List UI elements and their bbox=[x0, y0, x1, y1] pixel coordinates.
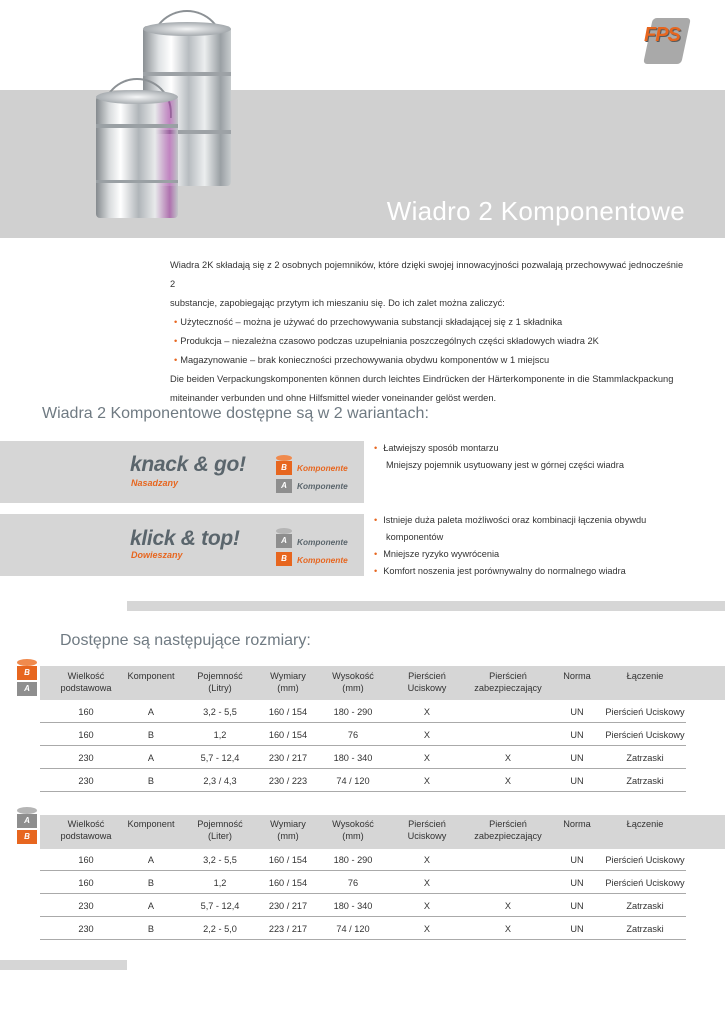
feature-item: komponentów bbox=[386, 532, 444, 542]
table-cell: UN bbox=[570, 776, 584, 786]
table-cell: B bbox=[147, 730, 155, 740]
page-title: Wiadro 2 Komponentowe bbox=[386, 196, 685, 226]
table-cell: Zatrzaski bbox=[626, 753, 664, 763]
table-cell: 76 bbox=[347, 878, 359, 888]
component-label-bottom-klick: Komponente bbox=[297, 555, 348, 565]
row-divider bbox=[40, 893, 686, 894]
intro-bullet-2: • Produkcja – niezależna czasowo podczas uzupełniania poszczególnych części składowych wiadra 2K bbox=[174, 336, 599, 346]
table-cell: X bbox=[423, 730, 431, 740]
feature-item: • Łatwiejszy sposób montarzu bbox=[374, 443, 499, 453]
table-cell: X bbox=[504, 924, 512, 934]
table-cell: 160 / 154 bbox=[268, 707, 308, 717]
table-cell: 160 / 154 bbox=[268, 730, 308, 740]
table-cell: 230 / 223 bbox=[268, 776, 308, 786]
table-header-cell: Komponent bbox=[127, 819, 175, 829]
table-cell: A bbox=[147, 855, 155, 865]
table-cell: X bbox=[423, 901, 431, 911]
table-cell: UN bbox=[570, 855, 584, 865]
table-header-cell: Pojemność (Litry) bbox=[197, 671, 243, 693]
table-cell: B bbox=[147, 776, 155, 786]
table-header-cell: Norma bbox=[563, 819, 591, 829]
table-cell: 230 bbox=[78, 776, 94, 786]
table-cell: UN bbox=[570, 707, 584, 717]
intro-text bbox=[170, 256, 690, 408]
table-cell: 180 - 340 bbox=[333, 753, 373, 763]
table-cell: Pierścień Uciskowy bbox=[605, 878, 685, 888]
row-divider bbox=[40, 870, 686, 871]
fps-logo bbox=[642, 14, 688, 64]
variant-sub-knack: Nasadzany bbox=[131, 478, 179, 488]
table-header-cell: Pierścień zabezpieczający bbox=[474, 819, 542, 841]
row-divider bbox=[40, 722, 686, 723]
table-header-cell: Pojemność (Liter) bbox=[197, 819, 243, 841]
row-divider bbox=[40, 768, 686, 769]
row-divider bbox=[40, 939, 686, 940]
table-header-cell: Pierścień Uciskowy bbox=[407, 819, 447, 841]
variants-heading: Wiadra 2 Komponentowe dostępne są w 2 wariantach: bbox=[42, 405, 429, 422]
table-cell: X bbox=[423, 878, 431, 888]
table-cell: 160 / 154 bbox=[268, 855, 308, 865]
component-can-klick: A B bbox=[276, 528, 292, 566]
table-header-cell: Wielkość podstawowa bbox=[60, 819, 112, 841]
table1-can-icon: B A bbox=[17, 659, 37, 696]
intro-line-4: miteinander verbunden und ohne Hilfsmittel wieder voneinander gelöst werden. bbox=[170, 393, 497, 403]
table-cell: 160 bbox=[78, 855, 94, 865]
table-cell: B bbox=[147, 924, 155, 934]
table-cell: X bbox=[504, 753, 512, 763]
component-can-knack: B A bbox=[276, 455, 292, 493]
table-cell: 3,2 - 5,5 bbox=[203, 855, 237, 865]
row-divider bbox=[40, 791, 686, 792]
table-cell: 223 / 217 bbox=[268, 924, 308, 934]
table-cell: X bbox=[423, 924, 431, 934]
table-cell: 5,7 - 12,4 bbox=[200, 901, 240, 911]
table-cell: 230 / 217 bbox=[268, 901, 308, 911]
table-cell: X bbox=[423, 776, 431, 786]
table-header-cell: Wielkość podstawowa bbox=[60, 671, 112, 693]
bucket-large-lid bbox=[143, 22, 231, 36]
component-label-bottom-knack: Komponente bbox=[297, 481, 348, 491]
table-cell: 76 bbox=[347, 730, 359, 740]
table-cell: X bbox=[504, 776, 512, 786]
table-header-cell: Łączenie bbox=[626, 819, 664, 829]
table-cell: 180 - 340 bbox=[333, 901, 373, 911]
table-cell: 3,2 - 5,5 bbox=[203, 707, 237, 717]
table-cell: UN bbox=[570, 901, 584, 911]
table-cell: UN bbox=[570, 753, 584, 763]
table-cell: A bbox=[147, 753, 155, 763]
table-cell: 180 - 290 bbox=[333, 855, 373, 865]
table-cell: Zatrzaski bbox=[626, 901, 664, 911]
table-cell: Pierścień Uciskowy bbox=[605, 707, 685, 717]
table-cell: 180 - 290 bbox=[333, 707, 373, 717]
table-header-cell: Łączenie bbox=[626, 671, 664, 681]
row-divider bbox=[40, 745, 686, 746]
footer-divider bbox=[0, 960, 127, 970]
table-cell: UN bbox=[570, 730, 584, 740]
feature-item: • Mniejsze ryzyko wywrócenia bbox=[374, 549, 500, 559]
table-cell: 1,2 bbox=[213, 730, 227, 740]
features-knack bbox=[374, 440, 674, 474]
table-header-cell: Pierścień Uciskowy bbox=[407, 671, 447, 693]
table-cell: 1,2 bbox=[213, 878, 227, 888]
feature-item: Mniejszy pojemnik usytuowany jest w górnej części wiadra bbox=[386, 460, 624, 470]
table-cell: Pierścień Uciskowy bbox=[605, 855, 685, 865]
table-cell: 2,2 - 5,0 bbox=[203, 924, 237, 934]
table-cell: Pierścień Uciskowy bbox=[605, 730, 685, 740]
table-header-cell: Wysokość (mm) bbox=[332, 671, 374, 693]
table-header-cell: Wymiary (mm) bbox=[270, 819, 306, 841]
table-cell: 160 bbox=[78, 707, 94, 717]
component-label-top-knack: Komponente bbox=[297, 463, 348, 473]
features-klick bbox=[374, 512, 674, 580]
table-cell: X bbox=[504, 901, 512, 911]
logo-text: FPS bbox=[644, 24, 680, 46]
table-cell: X bbox=[423, 753, 431, 763]
table-cell: UN bbox=[570, 878, 584, 888]
table-cell: 230 bbox=[78, 924, 94, 934]
row-divider bbox=[40, 916, 686, 917]
intro-line-1: Wiadra 2K składają się z 2 osobnych pojemników, które dzięki swojej innowacyjności pozwalają przechowywać jednocześnie 2 bbox=[170, 260, 684, 289]
table-cell: X bbox=[423, 855, 431, 865]
table-cell: 160 / 154 bbox=[268, 878, 308, 888]
feature-item: • Komfort noszenia jest porównywalny do normalnego wiadra bbox=[374, 566, 626, 576]
table-cell: 5,7 - 12,4 bbox=[200, 753, 240, 763]
sizes-heading: Dostępne są następujące rozmiary: bbox=[60, 632, 311, 649]
bucket-small bbox=[96, 96, 178, 218]
table-header-cell: Norma bbox=[563, 671, 591, 681]
table2-can-icon: A B bbox=[17, 807, 37, 844]
table-cell: 230 bbox=[78, 753, 94, 763]
table-header-cell: Wysokość (mm) bbox=[332, 819, 374, 841]
table-cell: Zatrzaski bbox=[626, 924, 664, 934]
component-label-top-klick: Komponente bbox=[297, 537, 348, 547]
table-header-cell: Komponent bbox=[127, 671, 175, 681]
table-header-cell: Pierścień zabezpieczający bbox=[474, 671, 542, 693]
table-cell: B bbox=[147, 878, 155, 888]
table-cell: 74 / 120 bbox=[336, 924, 370, 934]
variant-sub-klick: Dowieszany bbox=[131, 550, 183, 560]
table-cell: A bbox=[147, 707, 155, 717]
intro-line-2: substancje, zapobiegając przytym ich mieszaniu się. Do ich zalet można zaliczyć: bbox=[170, 298, 505, 308]
variant-name-knack: knack & go! bbox=[130, 453, 246, 476]
table-cell: 74 / 120 bbox=[336, 776, 370, 786]
table-cell: 230 bbox=[78, 901, 94, 911]
table-cell: 160 bbox=[78, 730, 94, 740]
table-cell: 230 / 217 bbox=[268, 753, 308, 763]
bucket-small-lid bbox=[96, 90, 178, 104]
table-cell: 160 bbox=[78, 878, 94, 888]
table-cell: A bbox=[147, 901, 155, 911]
section-divider bbox=[127, 601, 725, 611]
intro-bullet-3: • Magazynowanie – brak konieczności przechowywania obydwu komponentów w 1 miejscu bbox=[174, 355, 550, 365]
intro-bullet-1: • Użyteczność – można je używać do przechowywania substancji składającej się z 1 składnika bbox=[174, 317, 563, 327]
feature-item: • Istnieje duża paleta możliwości oraz kombinacji łączenia obywdu bbox=[374, 515, 647, 525]
table-cell: Zatrzaski bbox=[626, 776, 664, 786]
table-cell: 2,3 / 4,3 bbox=[203, 776, 237, 786]
variant-name-klick: klick & top! bbox=[130, 527, 240, 550]
table-cell: UN bbox=[570, 924, 584, 934]
table-header-cell: Wymiary (mm) bbox=[270, 671, 306, 693]
table-cell: X bbox=[423, 707, 431, 717]
intro-line-3: Die beiden Verpackungskomponenten können durch leichtes Eindrücken der Härterkomponente in die Stammlackpackung bbox=[170, 374, 674, 384]
